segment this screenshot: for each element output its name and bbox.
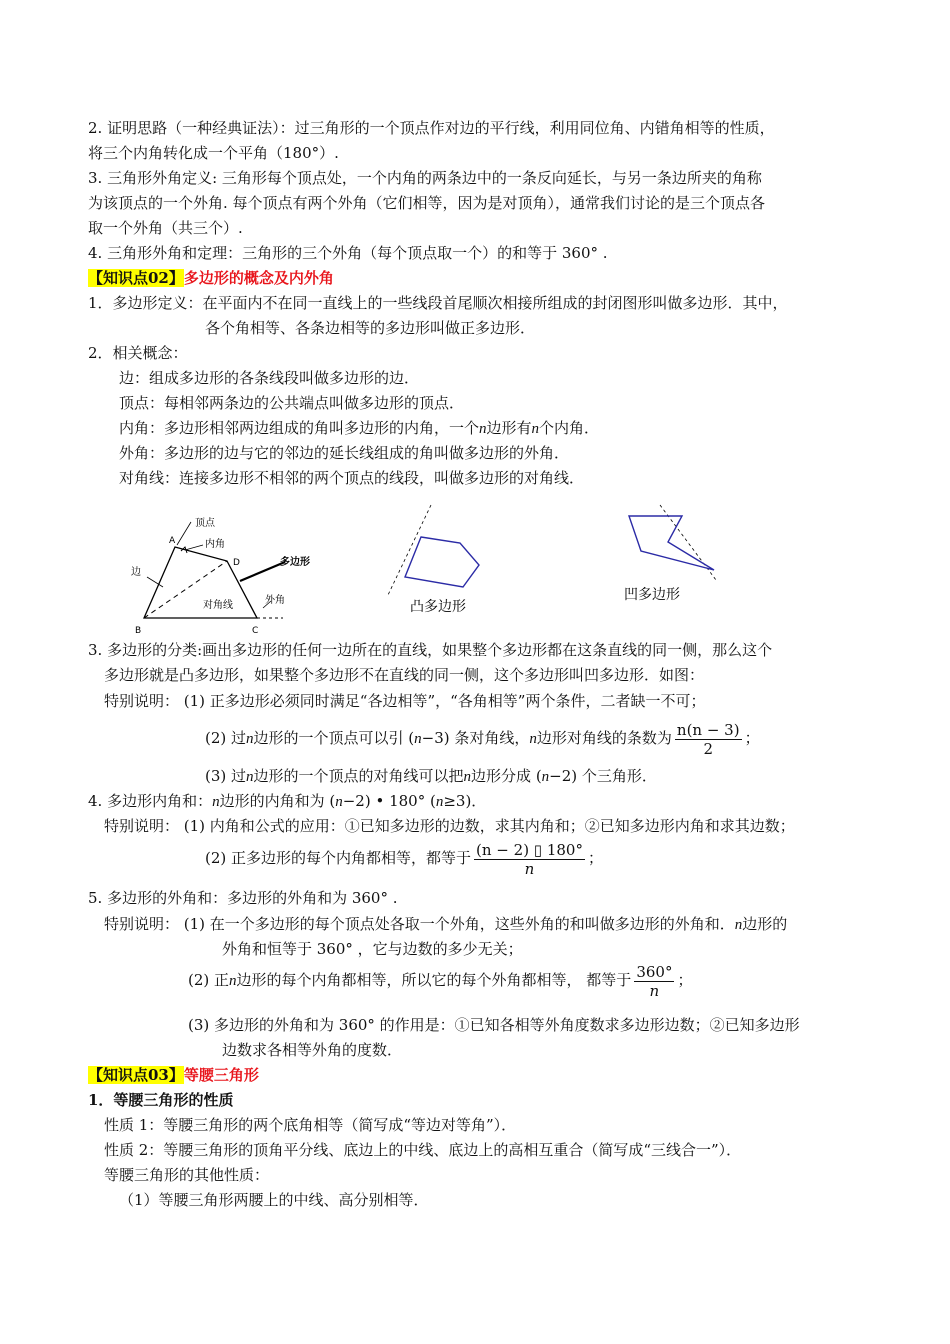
concept-diagonal: 对角线：连接多边形不相邻的两个顶点的线段，叫做多边形的对角线． (119, 469, 585, 487)
concept-side: 边：组成多边形的各条线段叫做多边形的边． (119, 369, 420, 387)
point-c: C (252, 626, 259, 636)
isosceles-property2: 性质 2：等腰三角形的顶角平分线、底边上的中线、底边上的高相互重合（简写成“三线合一”）． (104, 1141, 742, 1159)
exterior-sum-line1: 5. 多边形的外角和：多边形的外角和为 360° . (88, 889, 398, 907)
concave-polygon-figure (612, 500, 732, 610)
classification-line2: 多边形就是凸多边形，如果整个多边形不在直线的同一侧，这个多边形叫凹多边形．如图： (104, 666, 705, 684)
label-exterior: 外角 (265, 595, 285, 606)
convex-polygon-figure (385, 500, 495, 620)
vertex-pointer (177, 522, 191, 545)
exterior-sum-note1-line2: 外角和恒等于 360° ，它与边数的多少无关； (222, 940, 523, 958)
kp03-tag: 【知识点03】 (88, 1066, 184, 1084)
kp02-heading (88, 268, 334, 288)
para3-line2: 为该顶点的一个外角. 每个顶点有两个外角（它们相等，因为是对顶角），通常我们讨论的是三个顶点各 (88, 194, 766, 212)
label-side: 边 (131, 567, 141, 578)
convex-reference-line (388, 505, 431, 595)
concave-label: 凹多边形 (624, 587, 680, 603)
kp02-tag: 【知识点02】 (88, 269, 184, 287)
para4: 4. 三角形外角和定理：三角形的三个外角（每个顶点取一个）的和等于 360° . (88, 244, 608, 262)
exterior-sum-note1: 特别说明： (1) 在一个多边形的每个顶点处各取一个外角，这些外角的和叫做多边形的外角和．n边形的 (104, 915, 788, 933)
label-polygon: 多边形 (280, 557, 310, 568)
interior-angle-fraction: $\frac{(n - 2) ▯ 180^\circ}{n}$ (476, 840, 583, 878)
concept-exterior: 外角：多边形的边与它的邻边的延长线组成的角叫做多边形的外角． (119, 444, 570, 462)
kp03-title: 等腰三角形 (183, 1066, 259, 1084)
isosceles-other-heading: 等腰三角形的其他性质： (104, 1166, 270, 1184)
interior-sum-note2: (2) 正多边形的每个内角都相等，都等于 $\frac{(n - 2) ▯ 180^\circ}{n}$ ； (205, 840, 603, 878)
classification-note3: (3) 过n边形的一个顶点的对角线可以把n边形分成 (n−2) 个三角形． (205, 767, 657, 785)
polygon-pointer (240, 562, 285, 581)
label-interior: 内角 (205, 539, 225, 550)
label-vertex: 顶点 (195, 518, 215, 529)
para2-line1: 2. 证明思路（一种经典证法）：过三角形的一个顶点作对边的平行线，利用同位角、内错角相等的性质， (88, 119, 775, 137)
para3-line3: 取一个外角（共三个）. (88, 219, 243, 237)
label-diagonal: 对角线 (203, 600, 233, 611)
poly-def-line1: 1．多边形定义：在平面内不在同一直线上的一些线段首尾顺次相接所组成的封闭图形叫做多边形．其中， (88, 294, 788, 312)
exterior-angle-fraction: $\frac{360^\circ}{n}$ (636, 962, 673, 1000)
isosceles-property1: 性质 1：等腰三角形的两个底角相等（简写成“等边对等角”）． (104, 1116, 517, 1134)
concepts-heading: 2．相关概念： (88, 344, 188, 362)
classification-note1: 特别说明： (1) 正多边形必须同时满足“各边相等”，“各角相等”两个条件，二者缺一不可； (104, 692, 706, 710)
interior-sum-line1: 4. 多边形内角和：n边形的内角和为 (n−2) • 180° (n≥3)． (88, 792, 487, 810)
exterior-sum-note3-line2: 边数求各相等外角的度数． (222, 1041, 403, 1059)
isosceles-heading: 1．等腰三角形的性质 (88, 1091, 234, 1109)
kp02-title: 多边形的概念及内外角 (183, 269, 334, 287)
convex-label: 凸多边形 (410, 599, 466, 615)
point-d: D (233, 558, 240, 568)
para2-line2: 将三个内角转化成一个平角（180°）. (88, 144, 339, 162)
polygon-labeled-figure (125, 505, 325, 640)
classification-note2: (2) 过n边形的一个顶点可以引 (n−3) 条对角线，n边形对角线的条数为 $\frac{n(n - 3)}{2}$ ； (205, 720, 760, 758)
concept-interior: 内角：多边形相邻两边组成的角叫多边形的内角，一个n边形有n个内角． (119, 419, 600, 437)
exterior-sum-note3-line1: (3) 多边形的外角和为 360° 的作用是：①已知各相等外角度数求多边形边数；②已知多边形 (188, 1016, 800, 1034)
kp03-heading (88, 1065, 259, 1085)
exterior-sum-note2: (2) 正n边形的每个内角都相等，所以它的每个外角都相等， 都等于 $\frac{360^\circ}{n}$ ； (188, 962, 693, 1000)
interior-pointer (185, 545, 203, 550)
point-b: B (135, 626, 142, 636)
classification-line1: 3. 多边形的分类:画出多边形的任何一边所在的直线，如果整个多边形都在这条直线的同一侧，那么这个 (88, 641, 773, 659)
concept-vertex: 顶点：每相邻两条边的公共端点叫做多边形的顶点． (119, 394, 465, 412)
isosceles-other-1: （1）等腰三角形两腰上的中线、高分别相等． (119, 1191, 429, 1209)
para3-line1: 3. 三角形外角定义: 三角形每个顶点处，一个内角的两条边中的一条反向延长，与另一条边所夹的角称 (88, 169, 762, 187)
diagonal-count-fraction: $\frac{n(n - 3)}{2}$ (676, 720, 740, 758)
interior-sum-note1: 特别说明： (1) 内角和公式的应用：①已知多边形的边数，求其内角和；②已知多边形内角和求其边数； (104, 817, 795, 835)
polygon-shape (144, 547, 257, 618)
concave-polygon-shape (629, 516, 714, 570)
point-a: A (169, 536, 176, 546)
poly-def-line2: 各个角相等、各条边相等的多边形叫做正多边形． (205, 319, 536, 337)
convex-polygon-shape (405, 537, 479, 587)
